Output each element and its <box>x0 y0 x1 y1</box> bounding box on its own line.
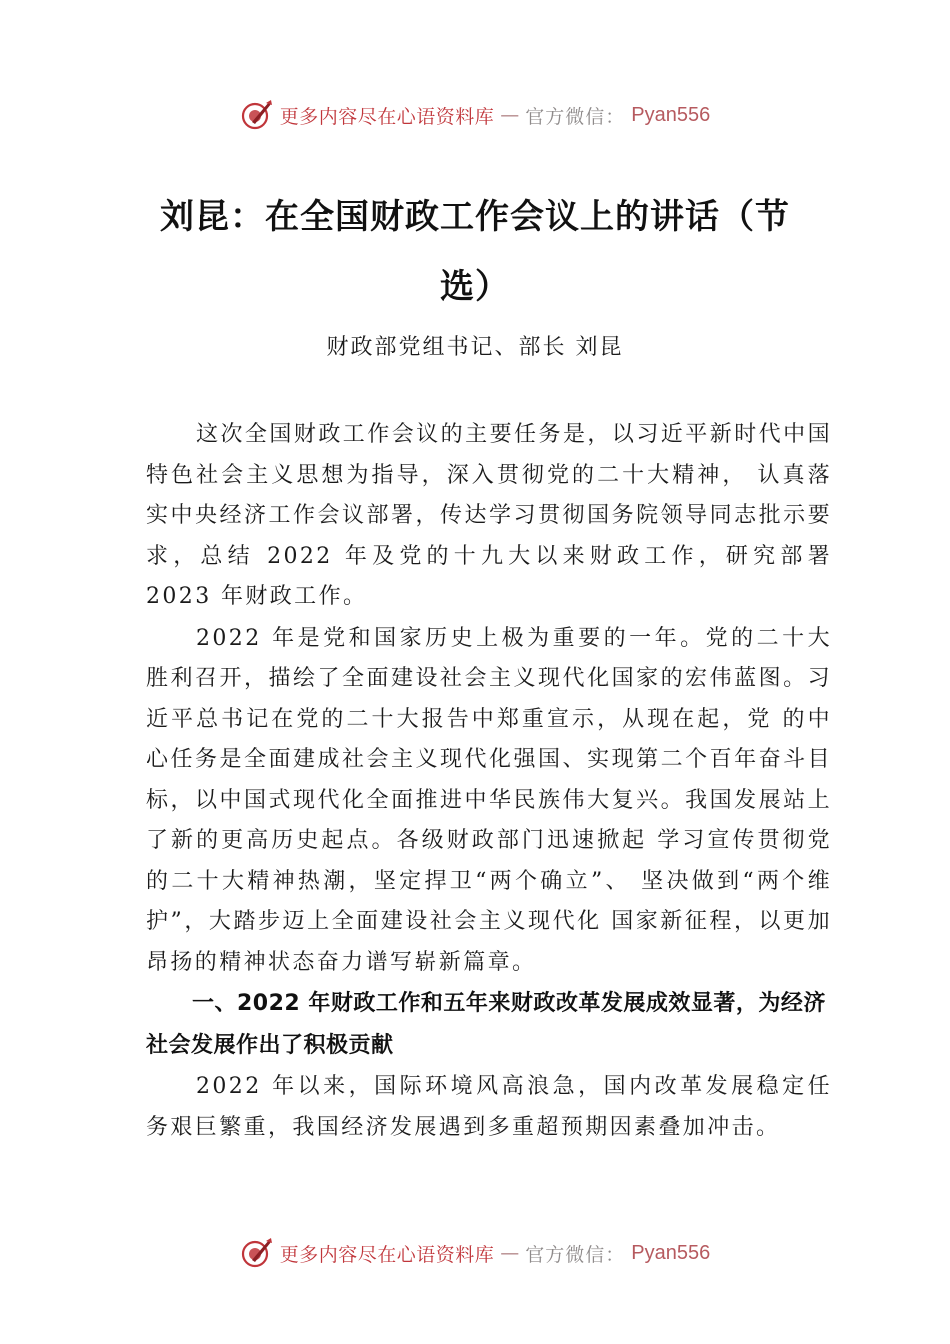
body-paragraph-2: 2022 年是党和国家历史上极为重要的一年。党的二十大胜利召开，描绘了全面建设社会主义现代化国家的宏伟蓝图。习近平总书记在党的二十大报告中郑重宣示，从现在起，党 的中心任务是全面建成社会主义现代化强国、实现第二个百年奋斗目标，以中国式现代化全面推进中华民族伟大复兴。我国发展站上了新的更高历史起点。各级财政部门迅速掀起 学习宣传贯彻党的二十大精神热潮，坚定捍卫“两个确立”、 坚决做到“两个维护”，大踏步迈上全面建设社会主义现代化 国家新征程，以更加昂扬的精神状态奋力谱写崭新篇章。 <box>146 625 832 975</box>
banner-wechat-id: Pyan556 <box>631 103 711 126</box>
banner-separator: — <box>500 104 520 126</box>
body-paragraph-1: 这次全国财政工作会议的主要任务是，以习近平新时代中国特色社会主义思想为指导，深入贯彻党的二十大精神， 认真落实中央经济工作会议部署，传达学习贯彻国务院领导同志批示要求，总结 2022 年及党的十九大以来财政工作，研究部署 2023 年财政工作。 <box>146 422 832 609</box>
banner-separator: — <box>500 1242 520 1264</box>
document-title: 刘昆：在全国财政工作会议上的讲话（节选） <box>160 197 790 307</box>
footer-banner <box>0 1233 950 1273</box>
banner-wechat-id: Pyan556 <box>631 1241 711 1264</box>
quill-seal-icon <box>240 98 274 132</box>
section-heading: 一、2022 年财政工作和五年来财政改革发展成效显著，为经济社会发展作出了积极贡献 <box>146 991 826 1058</box>
document-body <box>146 415 832 1148</box>
banner-brand-text: 更多内容尽在心语资料库 <box>279 1243 495 1266</box>
banner-brand-text: 更多内容尽在心语资料库 <box>279 105 495 128</box>
document-author: 财政部党组书记、部长 刘昆 <box>326 335 624 360</box>
section-paragraph: 2022 年以来，国际环境风高浪急，国内改革发展稳定任务艰巨繁重，我国经济发展遇到多重超预期因素叠加冲击。 <box>146 1074 832 1140</box>
banner-wechat-label: 官方微信： <box>525 1243 626 1266</box>
quill-seal-icon <box>240 1236 274 1270</box>
header-banner <box>0 95 950 135</box>
banner-wechat-label: 官方微信： <box>525 105 626 128</box>
